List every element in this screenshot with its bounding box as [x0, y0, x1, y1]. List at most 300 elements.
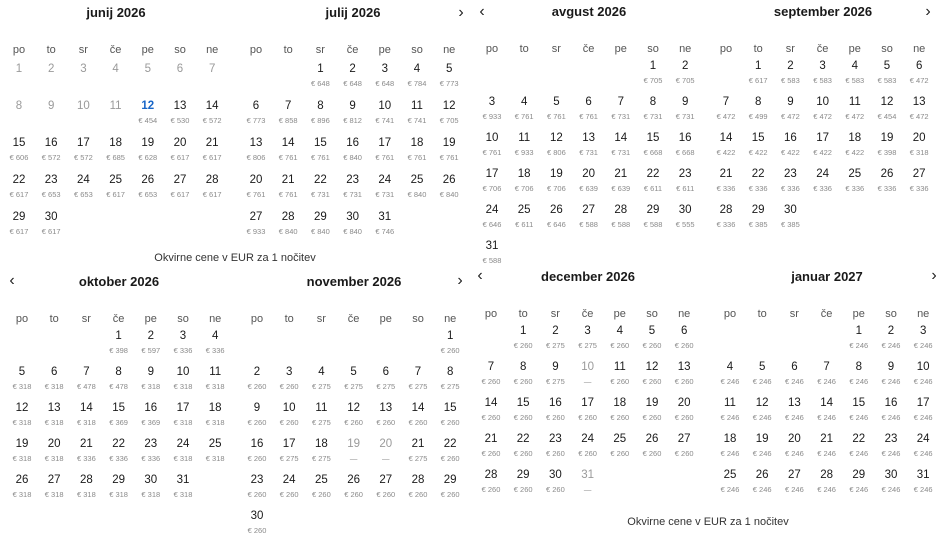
day-cell: [67, 62, 99, 76]
day-cell[interactable]: [540, 95, 572, 122]
day-cell[interactable]: [199, 437, 231, 464]
day-cell[interactable]: [540, 203, 572, 230]
day-cell[interactable]: [774, 59, 806, 86]
day-cell[interactable]: [774, 203, 806, 230]
day-cell[interactable]: [539, 468, 571, 495]
day-cell[interactable]: [714, 360, 746, 387]
day-cell[interactable]: [164, 173, 196, 200]
day-cell[interactable]: [604, 396, 636, 423]
day-cell[interactable]: [370, 437, 402, 464]
day-number: 23: [44, 174, 58, 186]
day-cell[interactable]: [135, 329, 167, 356]
day-cell[interactable]: [304, 136, 336, 163]
day-cell[interactable]: [604, 324, 636, 351]
prev-month-icon[interactable]: ‹: [9, 272, 15, 289]
day-cell[interactable]: [305, 365, 337, 392]
day-cell[interactable]: [402, 473, 434, 500]
day-cell[interactable]: [273, 365, 305, 392]
day-cell[interactable]: [434, 437, 466, 464]
day-cell[interactable]: [839, 131, 871, 158]
day-cell[interactable]: [273, 437, 305, 464]
day-price: € 628: [138, 153, 158, 162]
day-cell[interactable]: [742, 131, 774, 158]
day-price: € 260: [610, 449, 630, 458]
day-cell[interactable]: [476, 167, 508, 194]
day-price: € 840: [311, 227, 330, 236]
day-cell[interactable]: [164, 99, 196, 126]
day-number: 2: [787, 60, 794, 72]
day-cell[interactable]: [507, 360, 539, 387]
day-cell[interactable]: [434, 329, 466, 356]
day-cell[interactable]: [402, 365, 434, 392]
day-cell[interactable]: [572, 468, 604, 495]
day-cell[interactable]: [636, 324, 668, 351]
day-cell[interactable]: [196, 173, 228, 200]
day-cell[interactable]: [67, 173, 99, 200]
day-cell[interactable]: [742, 203, 774, 230]
day-price: € 246: [752, 485, 772, 494]
day-cell[interactable]: [103, 401, 135, 428]
day-cell[interactable]: [273, 473, 305, 500]
day-cell[interactable]: [746, 396, 778, 423]
day-cell[interactable]: [70, 473, 102, 500]
day-number: 8: [15, 100, 23, 112]
day-cell[interactable]: [508, 167, 540, 194]
day-cell[interactable]: [572, 396, 604, 423]
day-cell[interactable]: [433, 173, 465, 200]
day-cell[interactable]: [605, 203, 637, 230]
day-cell[interactable]: [434, 473, 466, 500]
day-cell[interactable]: [164, 136, 196, 163]
day-number: 29: [751, 204, 765, 216]
weekday-label: sr: [550, 308, 560, 320]
day-cell[interactable]: [135, 473, 167, 500]
day-cell[interactable]: [811, 396, 843, 423]
day-cell[interactable]: [240, 136, 272, 163]
day-cell[interactable]: [475, 468, 507, 495]
day-number: 30: [346, 211, 359, 223]
day-cell[interactable]: [907, 468, 939, 495]
day-cell[interactable]: [540, 131, 572, 158]
day-cell[interactable]: [240, 173, 272, 200]
day-price: € 246: [720, 449, 740, 458]
day-cell[interactable]: [669, 167, 701, 194]
next-month-icon[interactable]: ›: [457, 272, 463, 289]
day-price: € 260: [674, 377, 694, 386]
day-cell[interactable]: [338, 401, 370, 428]
day-cell[interactable]: [401, 173, 433, 200]
day-price: € 246: [720, 377, 740, 386]
day-cell[interactable]: [132, 173, 164, 200]
day-price: € 318: [77, 490, 96, 499]
day-number: 22: [12, 174, 26, 186]
day-number: 6: [382, 366, 389, 378]
day-price: € 260: [440, 490, 460, 499]
day-cell[interactable]: [38, 437, 70, 464]
day-cell[interactable]: [839, 167, 871, 194]
day-cell[interactable]: [875, 468, 907, 495]
day-cell[interactable]: [241, 473, 273, 500]
day-cell[interactable]: [369, 99, 401, 126]
day-cell[interactable]: [100, 136, 132, 163]
day-number: 19: [755, 433, 769, 445]
day-cell[interactable]: [714, 468, 746, 495]
day-cell: [164, 62, 196, 76]
day-cell[interactable]: [369, 173, 401, 200]
weekday-label: to: [518, 308, 528, 320]
day-cell[interactable]: [839, 59, 871, 86]
day-cell[interactable]: [433, 62, 465, 89]
day-cell[interactable]: [605, 131, 637, 158]
day-cell[interactable]: [710, 95, 742, 122]
day-cell[interactable]: [35, 173, 67, 200]
day-price: € 705: [675, 76, 695, 85]
day-cell[interactable]: [903, 59, 935, 86]
day-number: 30: [44, 211, 58, 223]
day-cell[interactable]: [132, 99, 164, 126]
day-cell[interactable]: [811, 468, 843, 495]
day-cell[interactable]: [539, 324, 571, 351]
weekday-label: to: [757, 308, 767, 320]
day-price: € 583: [813, 76, 832, 85]
day-number: 29: [12, 211, 26, 223]
day-cell[interactable]: [636, 432, 668, 459]
day-number: 23: [678, 168, 692, 180]
day-cell[interactable]: [811, 432, 843, 459]
day-cell[interactable]: [103, 473, 135, 500]
day-cell[interactable]: [103, 365, 135, 392]
day-cell[interactable]: [539, 360, 571, 387]
day-cell[interactable]: [742, 167, 774, 194]
day-cell[interactable]: [573, 167, 605, 194]
day-cell[interactable]: [35, 210, 67, 237]
day-cell[interactable]: [637, 59, 669, 86]
day-cell[interactable]: [6, 365, 38, 392]
day-cell[interactable]: [135, 401, 167, 428]
day-cell[interactable]: [843, 324, 875, 351]
weekday-label: to: [49, 313, 59, 325]
day-cell[interactable]: [434, 401, 466, 428]
day-cell[interactable]: [304, 62, 336, 89]
day-number: 14: [411, 402, 425, 414]
day-price: € 260: [440, 454, 460, 463]
prev-month-icon[interactable]: ‹: [479, 3, 485, 20]
day-cell[interactable]: [305, 437, 337, 464]
day-cell[interactable]: [604, 360, 636, 387]
day-cell[interactable]: [714, 396, 746, 423]
day-cell[interactable]: [6, 473, 38, 500]
day-cell[interactable]: [539, 432, 571, 459]
day-price: € 246: [881, 377, 901, 386]
weekday-label: ne: [917, 308, 930, 320]
day-cell[interactable]: [508, 131, 540, 158]
day-price: € 318: [205, 418, 225, 427]
day-cell[interactable]: [907, 360, 939, 387]
day-cell[interactable]: [637, 203, 669, 230]
day-number: 22: [751, 168, 765, 180]
day-cell[interactable]: [871, 167, 903, 194]
day-number: 9: [349, 100, 356, 112]
day-cell[interactable]: [241, 401, 273, 428]
day-cell[interactable]: [508, 95, 540, 122]
day-cell[interactable]: [240, 99, 272, 126]
day-cell[interactable]: [304, 210, 336, 237]
day-cell[interactable]: [370, 365, 402, 392]
day-cell[interactable]: [135, 365, 167, 392]
day-cell[interactable]: [668, 432, 700, 459]
day-cell[interactable]: [476, 239, 508, 266]
day-cell[interactable]: [807, 131, 839, 158]
day-cell[interactable]: [778, 468, 810, 495]
day-cell[interactable]: [604, 432, 636, 459]
day-cell[interactable]: [843, 396, 875, 423]
day-cell[interactable]: [135, 437, 167, 464]
day-cell[interactable]: [338, 473, 370, 500]
day-cell[interactable]: [370, 473, 402, 500]
day-cell[interactable]: [903, 95, 935, 122]
day-cell[interactable]: [746, 432, 778, 459]
day-cell[interactable]: [196, 99, 228, 126]
day-price: € 336: [877, 184, 897, 193]
day-cell[interactable]: [903, 167, 935, 194]
day-cell[interactable]: [475, 360, 507, 387]
day-cell[interactable]: [167, 473, 199, 500]
day-cell[interactable]: [167, 437, 199, 464]
day-cell[interactable]: [572, 432, 604, 459]
day-cell[interactable]: [843, 360, 875, 387]
day-cell[interactable]: [778, 432, 810, 459]
day-cell[interactable]: [272, 210, 304, 237]
day-cell[interactable]: [907, 396, 939, 423]
day-cell[interactable]: [742, 59, 774, 86]
day-cell[interactable]: [507, 468, 539, 495]
day-cell[interactable]: [433, 99, 465, 126]
day-cell[interactable]: [636, 360, 668, 387]
day-number: 1: [855, 325, 862, 337]
day-number: 9: [147, 366, 154, 378]
day-cell[interactable]: [637, 167, 669, 194]
day-cell[interactable]: [573, 95, 605, 122]
day-cell[interactable]: [573, 203, 605, 230]
day-cell[interactable]: [539, 396, 571, 423]
weekday-label: pe: [144, 313, 157, 325]
day-cell[interactable]: [369, 62, 401, 89]
day-cell[interactable]: [305, 473, 337, 500]
day-cell[interactable]: [871, 95, 903, 122]
day-cell[interactable]: [807, 95, 839, 122]
day-cell[interactable]: [476, 203, 508, 230]
day-cell[interactable]: [839, 95, 871, 122]
day-cell[interactable]: [476, 131, 508, 158]
prev-month-icon[interactable]: ‹: [477, 267, 483, 284]
day-cell[interactable]: [337, 173, 369, 200]
day-cell[interactable]: [70, 365, 102, 392]
day-cell[interactable]: [475, 432, 507, 459]
day-cell[interactable]: [843, 432, 875, 459]
day-cell[interactable]: [167, 365, 199, 392]
day-cell[interactable]: [304, 173, 336, 200]
day-cell[interactable]: [605, 167, 637, 194]
day-cell[interactable]: [337, 62, 369, 89]
day-cell[interactable]: [273, 401, 305, 428]
day-cell[interactable]: [907, 324, 939, 351]
day-cell[interactable]: [241, 437, 273, 464]
day-cell[interactable]: [100, 173, 132, 200]
day-cell[interactable]: [199, 329, 231, 356]
day-cell[interactable]: [573, 131, 605, 158]
day-cell[interactable]: [199, 365, 231, 392]
day-cell[interactable]: [337, 210, 369, 237]
day-number: 30: [678, 204, 692, 216]
day-cell[interactable]: [774, 95, 806, 122]
day-cell[interactable]: [241, 365, 273, 392]
day-cell[interactable]: [907, 432, 939, 459]
day-number: 12: [645, 361, 659, 373]
day-cell[interactable]: [669, 95, 701, 122]
day-cell[interactable]: [38, 401, 70, 428]
day-cell[interactable]: [871, 131, 903, 158]
day-cell[interactable]: [710, 203, 742, 230]
day-cell: [3, 62, 35, 76]
day-cell[interactable]: [507, 432, 539, 459]
day-cell[interactable]: [875, 432, 907, 459]
day-cell[interactable]: [401, 99, 433, 126]
day-cell[interactable]: [67, 136, 99, 163]
day-cell[interactable]: [637, 131, 669, 158]
day-cell[interactable]: [272, 136, 304, 163]
day-cell[interactable]: [240, 210, 272, 237]
day-cell[interactable]: [337, 99, 369, 126]
day-cell[interactable]: [402, 401, 434, 428]
day-cell[interactable]: [668, 396, 700, 423]
day-price: € 246: [817, 485, 836, 494]
day-cell[interactable]: [875, 396, 907, 423]
day-cell[interactable]: [636, 396, 668, 423]
day-cell[interactable]: [742, 95, 774, 122]
day-cell[interactable]: [338, 437, 370, 464]
day-price: € 933: [246, 227, 266, 236]
day-cell[interactable]: [774, 131, 806, 158]
day-cell[interactable]: [668, 360, 700, 387]
day-cell[interactable]: [746, 468, 778, 495]
day-cell[interactable]: [433, 136, 465, 163]
day-cell[interactable]: [540, 167, 572, 194]
day-cell[interactable]: [508, 203, 540, 230]
day-number: 16: [678, 132, 692, 144]
day-cell[interactable]: [3, 136, 35, 163]
day-cell[interactable]: [774, 167, 806, 194]
day-cell[interactable]: [338, 365, 370, 392]
day-cell[interactable]: [38, 473, 70, 500]
day-cell[interactable]: [337, 136, 369, 163]
day-cell[interactable]: [669, 59, 701, 86]
day-cell[interactable]: [370, 401, 402, 428]
day-cell[interactable]: [369, 210, 401, 237]
day-cell[interactable]: [843, 468, 875, 495]
day-cell[interactable]: [167, 401, 199, 428]
day-cell[interactable]: [710, 131, 742, 158]
day-cell[interactable]: [572, 360, 604, 387]
next-month-icon[interactable]: ›: [931, 267, 937, 284]
day-price: € 731: [643, 112, 663, 121]
price-note: Okvirne cene v EUR za 1 nočitev: [154, 252, 316, 264]
day-cell[interactable]: [778, 396, 810, 423]
day-cell[interactable]: [35, 136, 67, 163]
day-number: 18: [723, 433, 737, 445]
day-cell[interactable]: [103, 437, 135, 464]
day-cell[interactable]: [6, 401, 38, 428]
day-cell[interactable]: [714, 432, 746, 459]
day-cell[interactable]: [132, 136, 164, 163]
day-cell[interactable]: [746, 360, 778, 387]
day-cell[interactable]: [807, 59, 839, 86]
day-cell[interactable]: [304, 99, 336, 126]
day-cell[interactable]: [3, 173, 35, 200]
day-number: 12: [549, 132, 563, 144]
day-cell[interactable]: [875, 360, 907, 387]
day-cell[interactable]: [637, 95, 669, 122]
day-cell[interactable]: [572, 324, 604, 351]
day-cell[interactable]: [401, 136, 433, 163]
day-cell[interactable]: [241, 509, 273, 536]
day-price: € 246: [785, 377, 804, 386]
day-cell[interactable]: [272, 173, 304, 200]
next-month-icon[interactable]: ›: [458, 4, 464, 21]
weekday-label: so: [646, 308, 658, 320]
day-number: 11: [109, 100, 122, 112]
day-cell[interactable]: [710, 167, 742, 194]
day-cell[interactable]: [103, 329, 135, 356]
day-cell[interactable]: [70, 401, 102, 428]
day-cell[interactable]: [196, 136, 228, 163]
next-month-icon[interactable]: ›: [925, 3, 931, 20]
day-cell[interactable]: [605, 95, 637, 122]
day-cell[interactable]: [70, 437, 102, 464]
day-cell[interactable]: [668, 324, 700, 351]
day-cell[interactable]: [199, 401, 231, 428]
day-cell[interactable]: [871, 59, 903, 86]
day-cell[interactable]: [3, 210, 35, 237]
day-cell[interactable]: [778, 360, 810, 387]
day-price: € 318: [205, 454, 225, 463]
day-cell[interactable]: [507, 324, 539, 351]
day-cell[interactable]: [38, 365, 70, 392]
day-number: 17: [378, 137, 392, 149]
day-cell[interactable]: [807, 167, 839, 194]
day-cell[interactable]: [476, 95, 508, 122]
day-cell[interactable]: [507, 396, 539, 423]
day-price: € 275: [344, 382, 363, 391]
day-cell[interactable]: [434, 365, 466, 392]
day-cell[interactable]: [669, 203, 701, 230]
day-cell[interactable]: [272, 99, 304, 126]
day-number: 27: [677, 433, 691, 445]
day-cell[interactable]: [401, 62, 433, 89]
day-cell[interactable]: [167, 329, 199, 356]
day-cell[interactable]: [903, 131, 935, 158]
day-cell[interactable]: [6, 437, 38, 464]
day-cell[interactable]: [669, 131, 701, 158]
day-cell[interactable]: [875, 324, 907, 351]
day-number: 12: [141, 100, 155, 112]
day-cell[interactable]: [811, 360, 843, 387]
day-cell[interactable]: [402, 437, 434, 464]
day-cell[interactable]: [369, 136, 401, 163]
day-price: € 336: [845, 184, 865, 193]
day-cell[interactable]: [305, 401, 337, 428]
day-cell[interactable]: [475, 396, 507, 423]
day-price: € 668: [675, 148, 695, 157]
